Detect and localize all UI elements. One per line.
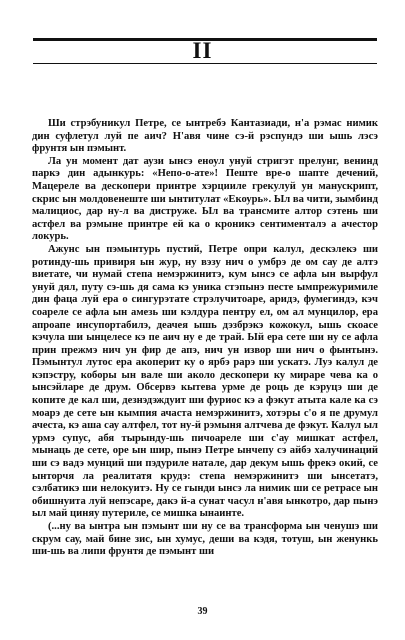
paragraph: (...ну ва ынтра ын пэмынт ши ну се ва трансформа ын ченушэ ши скрум сау, май бине зис, ын хумус, деши ва кэдя, тотуш, ын женункь ши-шь ва липи фрунтя де пэмынт ши bbox=[32, 521, 378, 558]
paragraph: Ла ун момент дат аузи ынсэ еноул унуй стригэт прелунг, венинд паркэ дин адынкурь: «Непо-о-ате»! Пеште вре-о шапте дечений, Мацереле ва дескопери принтре хэрцииле грекулуй ун манускрипт, скрис ын молдовенеште ши ынтитулат «Екоурь». Ыл ва чити, зымбинд малициос, дар ну-л ва дистружe. Ыл ва трансмите алтор сэтень ши астфел ва рэмыне принтре ей ка о кроникэ сентименталэ а ачестор локурь. bbox=[32, 155, 378, 243]
chapter-heading: II bbox=[192, 38, 213, 63]
chapter-bottom-rule bbox=[33, 63, 377, 64]
paragraph: Ши стрэбуникул Петре, се ынтребэ Кантазиади, н'а рэмас нимик дин суфлетул луй пе аич? Н'авя чине сэ-й рэспундэ ши ышь лэсэ фрунтя ын пэмынт. bbox=[32, 118, 378, 155]
paragraph: Ажунс ын пэмынтурь пустий, Петре опри калул, дескэлекэ ши ротинду-шь привиря ын жур, ну вэзу нич о умбрэ де ом сау де алтэ виетате, чи нумай степа немэржинитэ, кум ынсэ се афла ын вырфул унуй дял, путу сэ-шь дя сама кэ уника стэпынэ песте ымпрежуримиле дин фаца луй ера о сингурэтате стрэлучитоаре, аридэ, фумегиндэ, кэч соареле се афла ын амезь ши кэлдура пентру ел, ом ал мунцилор, ера апроапе инсупортабилэ, деачея ышь дэзбрэкэ кожокул, ышь скоасе кэчула ши ынцелесе кэ пе аич ну е де трай. Ый ера сете ши ну се афла прин прежмэ нич ун фир де апэ, нич ун извор ши нич о фынтынэ. Пэмынтул лутос ера акоперит ку о ярбэ рарэ ши ускатэ. Луэ калул де кэпэстру, коборы ын вале ши аколо дескопери ку мираре чева ка о ынсэйларе де друм. Обсервэ кытева урме де роць де кэруцэ ши де копите де кал ши, дезнэдэждуит ши фуриос кэ а фэкут атыта кале ка сэ моарэ де сете ын кымпия ачаста немэржинитэ, хотэры с'о я пе друмул ачеста, кэ ашa сау алтфел, тот ну-й рэмыня алтчева де фэкут. Калул ыл урмэ супус, абя тырынду-шь пичоареле ши с'ау мишкат астфел, мынаць де сете, оре ын шир, пынэ Петре ынчепу сэ айбэ халучинаций ши сэ вадэ мунций ши пэдуриле натале, дар декум ышь фрекэ окий, се ынторчя ла реалитатя крудэ: степа немэржинитэ ши ынсетатэ, сэлбатикэ ши нелокуитэ. Ну се гынди ынсэ ла нимик ши се ретрасе ын обишнуита луй непэсаре, дакэ й-а сунат часул н'авя ынкотро, дар пынэ ыл май циняу путериле, се мишка ынаинте. bbox=[32, 243, 378, 520]
body-text bbox=[32, 118, 378, 559]
page-number: 39 bbox=[197, 606, 208, 617]
